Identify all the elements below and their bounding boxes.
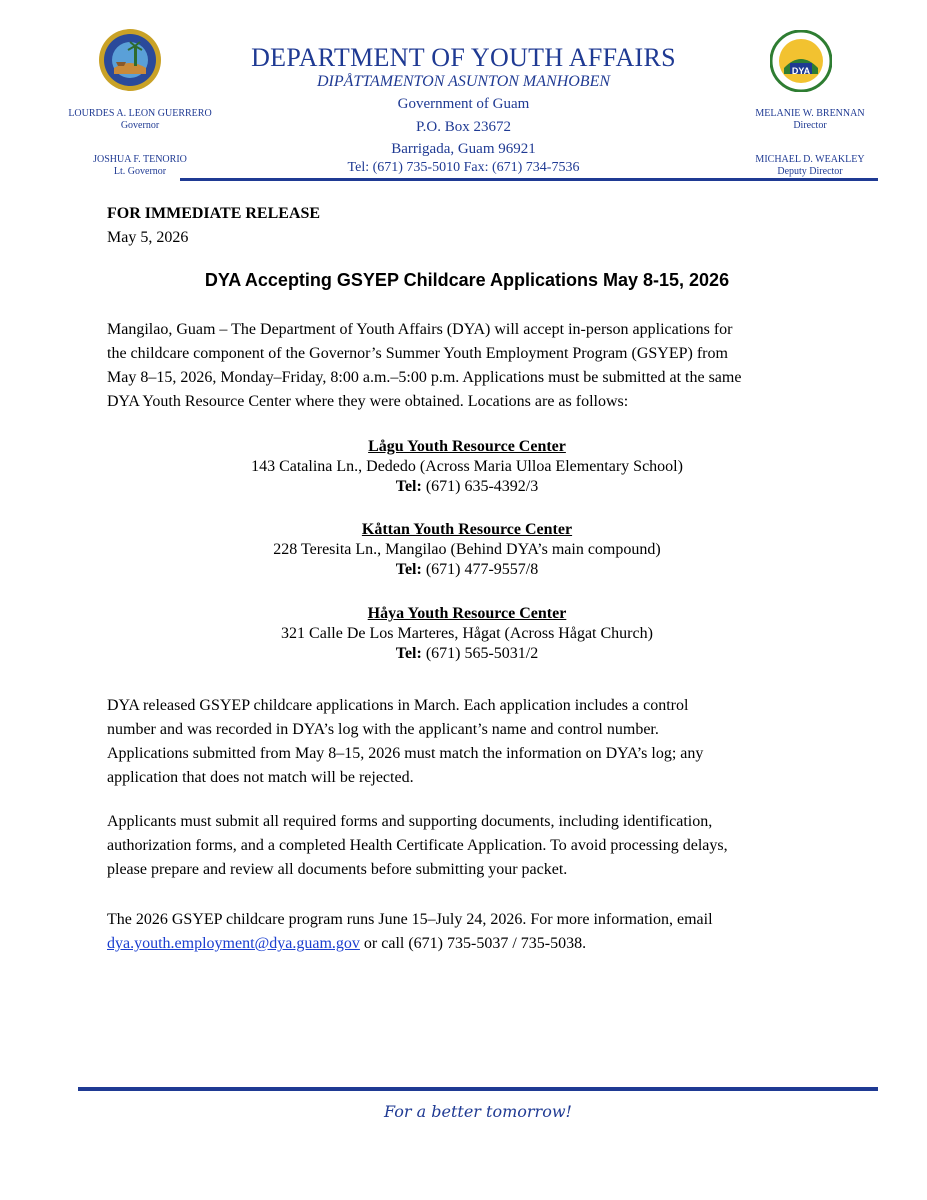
location-lagu <box>107 437 827 497</box>
footer-tagline: For a better tomorrow! <box>384 1102 572 1121</box>
intro-paragraph <box>107 318 827 414</box>
dya-logo <box>770 30 832 92</box>
department-name: DEPARTMENT OF YOUTH AFFAIRS <box>251 43 676 72</box>
location-address: 321 Calle De Los Marteres, Hågat (Across Hågat Church) <box>281 625 653 642</box>
governor-seal-logo <box>98 28 162 92</box>
location-kattan <box>107 520 827 580</box>
paragraph-line: The 2026 GSYEP childcare program runs June 15–July 24, 2026. For more information, email <box>107 911 713 928</box>
location-name: Lågu Youth Resource Center <box>368 438 566 455</box>
intro-line: May 8–15, 2026, Monday–Friday, 8:00 a.m.–5:00 p.m. Applications must be submitted at the same <box>107 369 742 386</box>
deputy-director-title: Deputy Director <box>777 166 843 177</box>
location-tel-label: Tel: <box>395 561 422 578</box>
city-line: Barrigada, Guam 96921 <box>391 141 536 157</box>
location-tel-label: Tel: <box>395 478 422 495</box>
department-name-local: DIPÅTTAMENTON ASUNTON MANHOBEN <box>316 73 611 90</box>
release-headline: DYA Accepting GSYEP Childcare Applications May 8-15, 2026 <box>204 270 730 290</box>
governor-title: Governor <box>120 120 160 131</box>
director-title: Director <box>793 120 827 131</box>
intro-line: Mangilao, Guam – The Department of Youth Affairs (DYA) will accept in-person applications for <box>107 321 733 338</box>
release-date: May 5, 2026 <box>107 229 189 246</box>
release-label: FOR IMMEDIATE RELEASE <box>107 205 321 222</box>
location-tel: (671) 635-4392/3 <box>421 478 539 495</box>
contact-paragraph <box>107 908 827 956</box>
paragraph-line: authorization forms, and a completed Health Certificate Application. To avoid processing delays, <box>107 837 728 854</box>
governor-name: LOURDES A. LEON GUERRERO <box>68 108 212 119</box>
location-tel: (671) 477-9557/8 <box>421 561 539 578</box>
paragraph-line: please prepare and review all documents before submitting your packet. <box>107 861 568 878</box>
intro-line: the childcare component of the Governor’s Summer Youth Employment Program (GSYEP) from <box>107 345 728 362</box>
lt-governor-name: JOSHUA F. TENORIO <box>93 154 187 165</box>
location-name: Kåttan Youth Resource Center <box>361 521 573 538</box>
email-link[interactable]: dya.youth.employment@dya.guam.gov <box>107 935 360 952</box>
location-name: Håya Youth Resource Center <box>367 605 567 622</box>
location-address: 143 Catalina Ln., Dededo (Across Maria Ulloa Elementary School) <box>251 458 683 475</box>
location-haya <box>107 604 827 664</box>
director-name: MELANIE W. BRENNAN <box>755 108 865 119</box>
paragraph-line: Applicants must submit all required forms and supporting documents, including identification, <box>107 813 713 830</box>
contact-phone-text: or call (671) 735-5037 / 735-5038. <box>359 935 587 952</box>
documents-paragraph <box>107 810 827 882</box>
lt-governor-title: Lt. Governor <box>113 166 167 177</box>
location-address: 228 Teresita Ln., Mangilao (Behind DYA’s main compound) <box>273 541 661 558</box>
log-paragraph <box>107 694 827 790</box>
intro-line: DYA Youth Resource Center where they were obtained. Locations are as follows: <box>107 393 629 410</box>
dya-logo-abbr: DYA <box>791 66 811 76</box>
paragraph-line: Applications submitted from May 8–15, 2026 must match the information on DYA’s log; any <box>107 745 704 762</box>
po-box-line: P.O. Box 23672 <box>415 119 512 135</box>
location-tel: (671) 565-5031/2 <box>421 645 539 662</box>
government-line: Government of Guam <box>397 96 530 112</box>
letterhead-divider <box>180 178 878 181</box>
footer-divider <box>78 1087 878 1091</box>
phone-fax-line: Tel: (671) 735-5010 Fax: (671) 734-7536 <box>347 160 580 175</box>
paragraph-line: DYA released GSYEP childcare applications in March. Each application includes a control <box>107 697 689 714</box>
paragraph-line: application that does not match will be rejected. <box>107 769 414 786</box>
paragraph-line: number and was recorded in DYA’s log with the applicant’s name and control number. <box>107 721 659 738</box>
location-tel-label: Tel: <box>395 645 422 662</box>
deputy-director-name: MICHAEL D. WEAKLEY <box>755 154 865 165</box>
